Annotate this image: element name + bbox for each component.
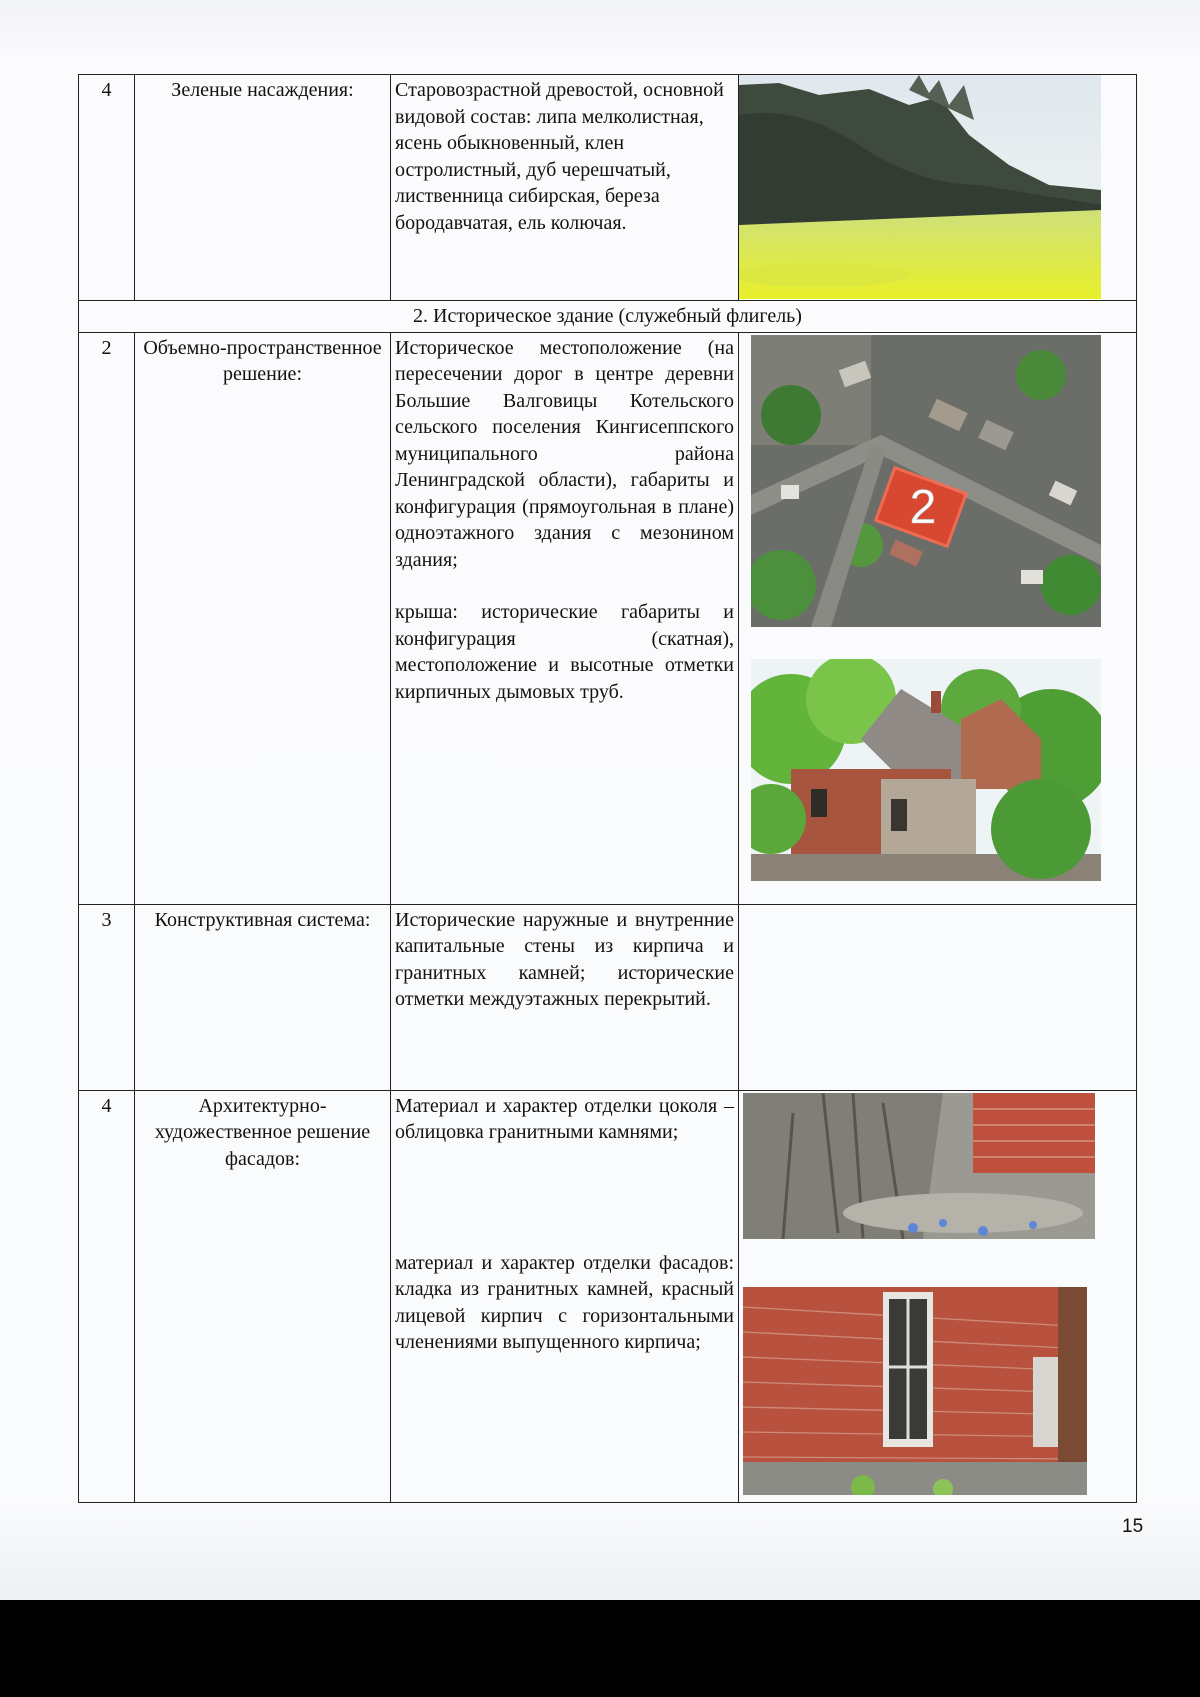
page-number: 15 bbox=[1122, 1516, 1144, 1537]
row-description bbox=[391, 1090, 739, 1502]
photo-cell bbox=[739, 332, 1137, 904]
plinth-text: Материал и характер отделки цоколя – облицовка гранитными камнями; bbox=[395, 1094, 734, 1143]
section-header-row bbox=[79, 301, 1137, 333]
row-number: 3 bbox=[79, 904, 135, 1090]
table-row-volume bbox=[79, 332, 1137, 904]
row-name: Архитектурно-художественное решение фасадов: bbox=[135, 1090, 391, 1502]
plinth-photo bbox=[743, 1093, 1095, 1239]
forest-meadow-photo bbox=[739, 75, 1101, 299]
satellite-map-photo bbox=[751, 335, 1101, 627]
row-number: 4 bbox=[79, 1090, 135, 1502]
protection-subject-table bbox=[78, 74, 1137, 1503]
row-description: Исторические наружные и внутренние капитальные стены из кирпича и гранитных камней; исторические отметки междуэтажных перекрытий. bbox=[391, 904, 739, 1090]
row-number: 2 bbox=[79, 332, 135, 904]
photo-cell bbox=[739, 1090, 1137, 1502]
row-name: Зеленые насаждения: bbox=[135, 75, 391, 301]
volume-roof-text: крыша: исторические габариты и конфигурация (скатная), местоположение и высотные отметки кирпичных дымовых труб. bbox=[395, 601, 734, 703]
row-name: Конструктивная система: bbox=[135, 904, 391, 1090]
row-name: Объемно-пространственное решение: bbox=[135, 332, 391, 904]
table-row-greenery bbox=[79, 75, 1137, 301]
row-description bbox=[391, 332, 739, 904]
row-number: 4 bbox=[79, 75, 135, 301]
row-description: Старовозрастной древостой, основной видовой состав: липа мелколистная, ясень обыкновенный, клен остролистный, дуб черешчатый, лиственница сибирская, береза бородавчатая, ель колючая. bbox=[391, 75, 739, 301]
table-row-structure bbox=[79, 904, 1137, 1090]
table-row-facades bbox=[79, 1090, 1137, 1502]
scan-bottom-band bbox=[0, 1600, 1200, 1697]
photo-cell-empty bbox=[739, 904, 1137, 1090]
house-photo bbox=[751, 659, 1101, 881]
volume-location-text: Историческое местоположение (на пересечении дорог в центре деревни Большие Валговицы Котельского сельского поселения Кингисеппского муниципального района Ленинградской области), габариты и конфигурация (прямоугольная в плане) одноэтажного здания с мезонином здания; bbox=[395, 336, 734, 571]
photo-cell bbox=[739, 75, 1137, 301]
map-marker-label: 2 bbox=[909, 480, 937, 534]
section-title: 2. Историческое здание (служебный флигель) bbox=[79, 301, 1137, 333]
brick-facade-photo bbox=[743, 1287, 1087, 1495]
facade-material-text: материал и характер отделки фасадов: кладка из гранитных камней, красный лицевой кирпич с горизонтальными членениями выпущенного кирпича; bbox=[395, 1251, 734, 1353]
